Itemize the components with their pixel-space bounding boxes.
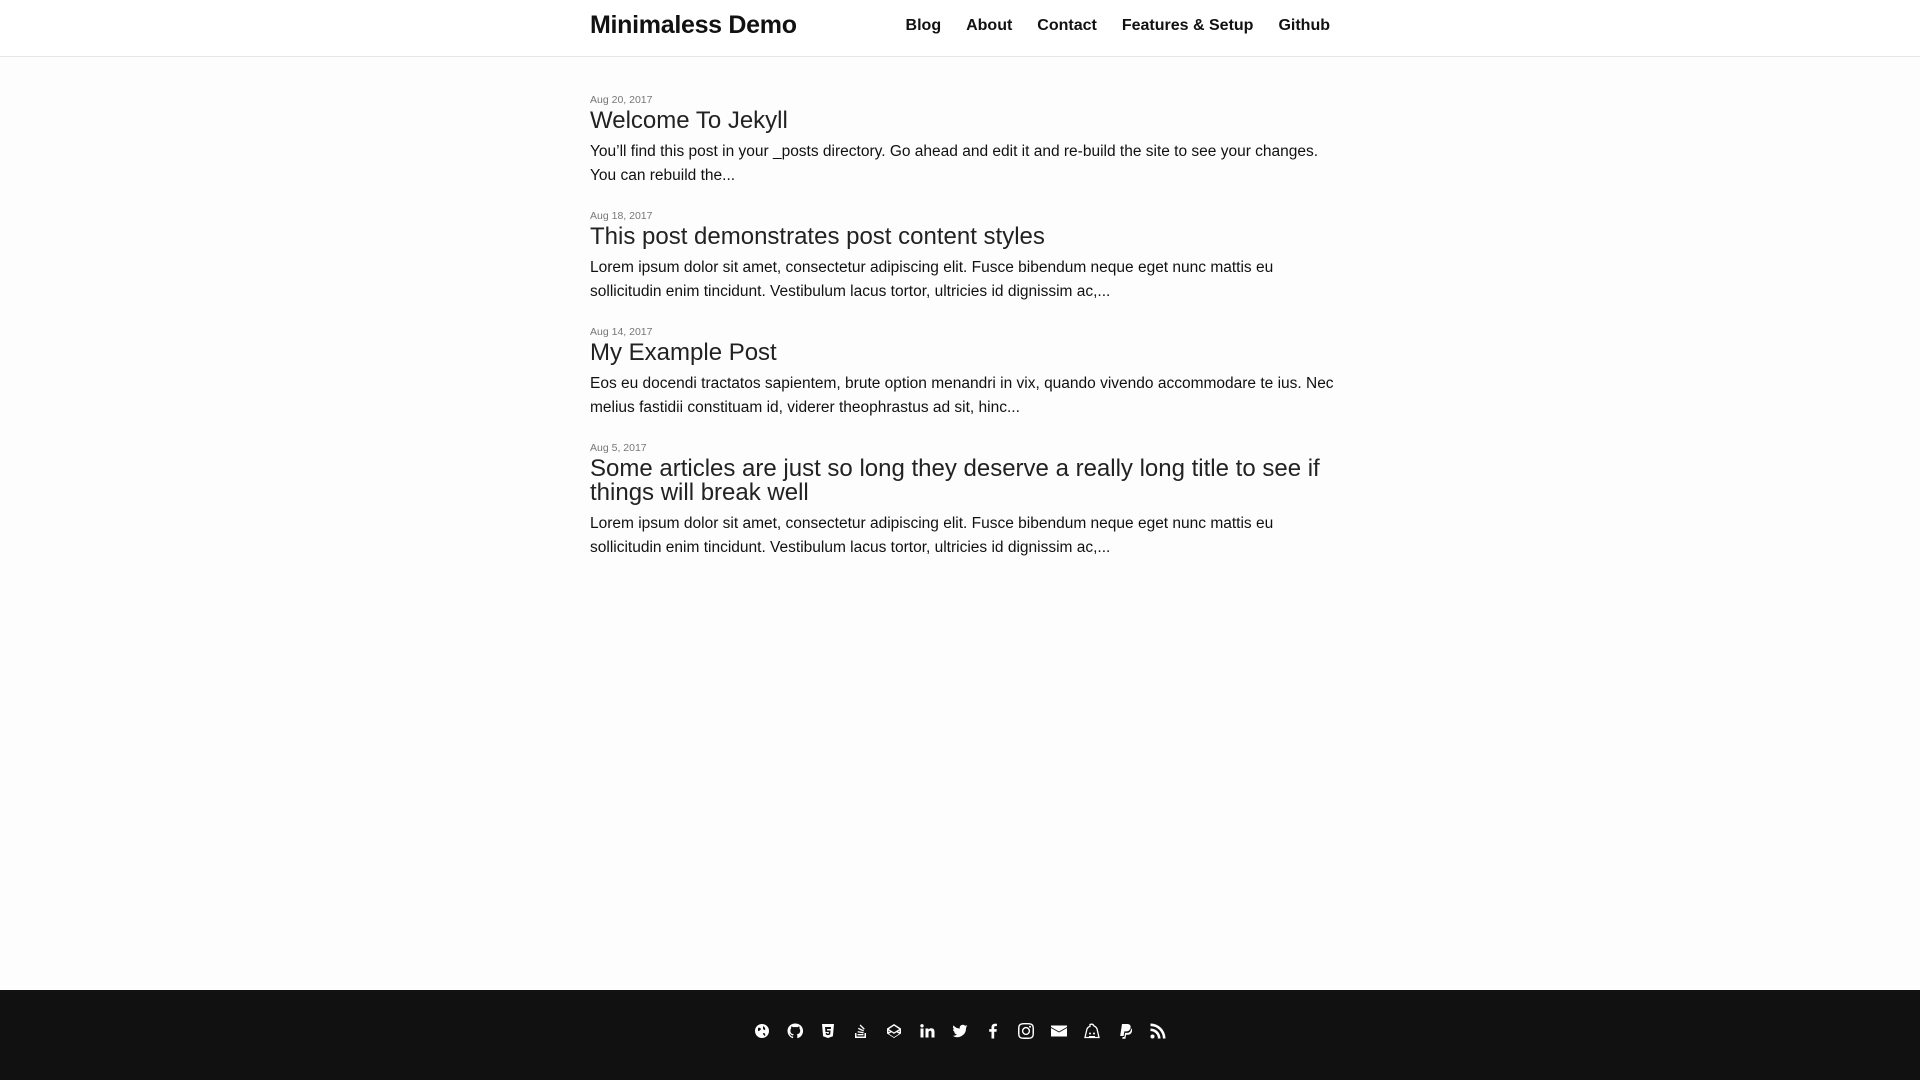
- email-icon[interactable]: [1050, 1021, 1069, 1040]
- linkedin-icon[interactable]: [918, 1021, 937, 1040]
- header-inner: [590, 0, 1330, 56]
- keybase-icon[interactable]: [1083, 1021, 1102, 1040]
- rss-icon[interactable]: [1149, 1021, 1168, 1040]
- html5-icon[interactable]: [819, 1021, 838, 1040]
- post-item: [590, 93, 1335, 188]
- post-date: Aug 20, 2017: [590, 94, 653, 106]
- site-title-link[interactable]: Minimaless Demo: [590, 11, 797, 39]
- post-title-link[interactable]: This post demonstrates post content styles: [590, 223, 1045, 250]
- codepen-icon[interactable]: [885, 1021, 904, 1040]
- github-icon[interactable]: [786, 1021, 805, 1040]
- instagram-icon[interactable]: [1017, 1021, 1036, 1040]
- social-links: [0, 1021, 1920, 1040]
- site-header: [0, 0, 1920, 57]
- paypal-icon[interactable]: [1116, 1021, 1135, 1040]
- post-item: [590, 209, 1335, 304]
- post-excerpt: Eos eu docendi tractatos sapientem, brute option menandri in vix, quando vivendo accommodare te ius. Nec melius fastidii constituam id, viderer theophrastus ad sit, hinc...: [590, 375, 1334, 416]
- site-footer: [0, 990, 1920, 1080]
- post-excerpt: Lorem ipsum dolor sit amet, consectetur adipiscing elit. Fusce bibendum neque eget nunc mattis eu sollicitudin enim tincidunt. Vestibulum lacus tortor, ultricies id dignissim ac,...: [590, 515, 1274, 556]
- nav-item-github[interactable]: Github: [1278, 17, 1330, 34]
- post-item: [590, 325, 1335, 420]
- post-date: Aug 14, 2017: [590, 326, 653, 338]
- nav-item-features-setup[interactable]: Features & Setup: [1121, 17, 1254, 34]
- post-title-link[interactable]: Some articles are just so long they deserve a really long title to see if things will break well: [590, 455, 1320, 506]
- post-title-link[interactable]: My Example Post: [590, 339, 777, 366]
- post-title-link[interactable]: Welcome To Jekyll: [590, 107, 788, 134]
- nav-item-about[interactable]: About: [966, 17, 1013, 34]
- stackoverflow-icon[interactable]: [852, 1021, 871, 1040]
- globe-icon[interactable]: [753, 1021, 772, 1040]
- post-list: [590, 93, 1335, 581]
- post-date: Aug 5, 2017: [590, 442, 647, 454]
- post-item: [590, 441, 1335, 560]
- post-excerpt: Lorem ipsum dolor sit amet, consectetur adipiscing elit. Fusce bibendum neque eget nunc mattis eu sollicitudin enim tincidunt. Vestibulum lacus tortor, ultricies id dignissim ac,...: [590, 259, 1274, 300]
- nav-item-blog[interactable]: Blog: [905, 17, 942, 34]
- facebook-icon[interactable]: [984, 1021, 1003, 1040]
- nav-item-contact[interactable]: Contact: [1037, 17, 1097, 34]
- post-excerpt: You’ll find this post in your _posts directory. Go ahead and edit it and re-build the site to see your changes. You can rebuild the...: [590, 143, 1319, 184]
- post-date: Aug 18, 2017: [590, 210, 653, 222]
- main-nav: [906, 17, 1330, 35]
- twitter-icon[interactable]: [951, 1021, 970, 1040]
